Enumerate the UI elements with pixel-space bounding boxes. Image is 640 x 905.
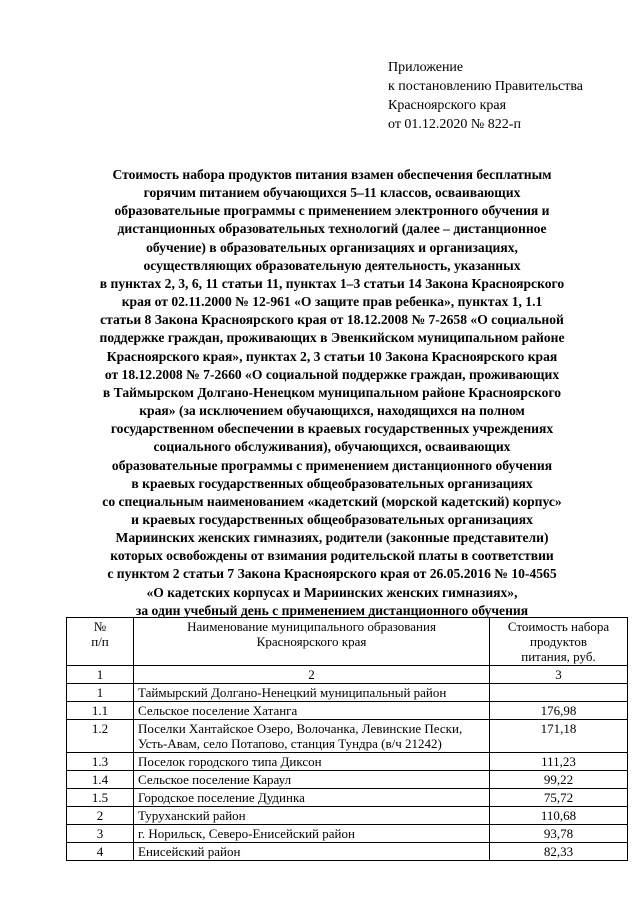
- column-number: 1: [67, 666, 134, 684]
- title-line: в краевых государственных общеобразовательных организациях: [131, 475, 533, 491]
- header-name-line: Наименование муниципального образования: [187, 619, 436, 634]
- table-row: [67, 825, 628, 843]
- row-name-line: г. Норильск, Северо-Енисейский район: [138, 826, 355, 841]
- title-line: Стоимость набора продуктов питания взамен обеспечения бесплатным: [112, 167, 552, 182]
- row-cost: 93,78: [490, 825, 628, 843]
- row-number: 1.5: [67, 789, 134, 807]
- row-cost: 111,23: [490, 753, 628, 771]
- row-name-line: Усть-Авам, село Потапово, станция Тундра (в/ч 21242): [138, 736, 442, 751]
- appendix-line: к постановлению Правительства: [388, 79, 584, 94]
- column-number: 2: [134, 666, 490, 684]
- title-line: и краевых государственных общеобразовательных организациях: [131, 511, 533, 527]
- title-line: в Таймырском Долгано-Ненецком муниципальном районе Красноярского: [102, 384, 562, 400]
- table-body: [67, 684, 628, 861]
- title-line: от 18.12.2008 № 7-2660 «О социальной поддержке граждан, проживающих: [104, 366, 560, 382]
- title-line: Мариинских женских гимназиях, родители (законные представители): [115, 530, 549, 546]
- title-line: края от 02.11.2000 № 12-961 «О защите прав ребенка», пунктах 1, 1.1: [121, 294, 543, 310]
- row-cost: 82,33: [490, 843, 628, 861]
- row-number: 1.3: [67, 753, 134, 771]
- title-line: образовательные программы с применением дистанционного обучения: [111, 457, 553, 473]
- row-name-line: Поселки Хантайское Озеро, Волочанка, Левинские Пески,: [138, 721, 463, 736]
- row-name-line: Енисейский район: [138, 844, 241, 859]
- row-name-line: Туруханский район: [138, 808, 246, 823]
- appendix-line: Красноярского края: [388, 98, 507, 113]
- table-row: [67, 684, 628, 702]
- header-num-line: №: [93, 619, 107, 634]
- title-line: с пунктом 2 статьи 7 Закона Красноярского края от 26.05.2016 № 10-4565: [107, 566, 557, 582]
- title-line: края» (за исключением обучающихся, находящихся на полном: [139, 403, 525, 419]
- row-cost: 176,98: [490, 702, 628, 720]
- row-name-line: Сельское поселение Хатанга: [138, 703, 298, 718]
- row-number: 2: [67, 807, 134, 825]
- row-cost: 171,18: [490, 720, 628, 753]
- row-cost: 110,68: [490, 807, 628, 825]
- header-cost-line: продуктов: [530, 634, 587, 649]
- title-line: Красноярского края», пунктах 2, 3 статьи 10 Закона Красноярского края: [106, 348, 558, 364]
- header-name-line: Красноярского края: [256, 634, 367, 649]
- appendix-block: [388, 58, 583, 134]
- row-name: [134, 807, 490, 825]
- title-line: статьи 8 Закона Красноярского края от 18.12.2008 № 7-2658 «О социальной: [100, 312, 564, 328]
- title-line: поддержке граждан, проживающих в Эвенкийском муниципальном районе: [99, 330, 565, 346]
- table-row: [67, 789, 628, 807]
- row-number: 1.1: [67, 702, 134, 720]
- title-line: социального обслуживания), обучающихся, осваивающих: [153, 439, 511, 455]
- row-number: 3: [67, 825, 134, 843]
- row-cost: 75,72: [490, 789, 628, 807]
- title-line: обучение) в образовательных организациях и организациях,: [146, 239, 518, 255]
- title-line: горячим питанием обучающихся 5–11 классов, осваивающих: [143, 185, 521, 201]
- title-line: со специальным наименованием «кадетский (морской кадетский) корпус»: [102, 493, 562, 509]
- table-row: [67, 753, 628, 771]
- title-line: за один учебный день с применением дистанционного обучения: [135, 602, 529, 618]
- row-number: 4: [67, 843, 134, 861]
- title-line: образовательные программы с применением электронного обучения и: [114, 203, 550, 219]
- table-header-row: [67, 618, 628, 666]
- row-name-line: Поселок городского типа Диксон: [138, 754, 322, 769]
- row-name: [134, 825, 490, 843]
- row-name-line: Сельское поселение Караул: [138, 772, 292, 787]
- row-name-line: Таймырский Долгано-Ненецкий муниципальный район: [138, 685, 447, 700]
- title-line: «О кадетских корпусах и Мариинских женских гимназиях»,: [146, 584, 518, 600]
- header-cost-line: Стоимость набора: [507, 619, 610, 634]
- title-line: в пунктах 2, 3, 6, 11 статьи 11, пунктах 1–3 статьи 14 Закона Красноярского: [99, 275, 565, 291]
- row-name: [134, 684, 490, 702]
- header-cost: [490, 618, 628, 666]
- row-name: [134, 702, 490, 720]
- table-row: [67, 720, 628, 753]
- header-num: [67, 618, 134, 666]
- row-name: [134, 753, 490, 771]
- table-row: [67, 702, 628, 720]
- row-number: 1.2: [67, 720, 134, 753]
- table-row: [67, 771, 628, 789]
- row-name: [134, 771, 490, 789]
- row-name-line: Городское поселение Дудинка: [138, 790, 305, 805]
- table-row: [67, 807, 628, 825]
- row-cost: 99,22: [490, 771, 628, 789]
- column-number: 3: [490, 666, 628, 684]
- appendix-line: Приложение: [388, 60, 464, 75]
- cost-table: [66, 617, 628, 861]
- header-cost-line: питания, руб.: [521, 649, 596, 664]
- title-line: государственном обеспечении в краевых государственных учреждениях: [110, 421, 554, 437]
- title-line: которых освобождены от взимания родительской платы в соответствии: [110, 548, 554, 564]
- row-number: 1.4: [67, 771, 134, 789]
- row-number: 1: [67, 684, 134, 702]
- row-name: [134, 843, 490, 861]
- row-cost: [490, 684, 628, 702]
- column-number-row: [67, 666, 628, 684]
- header-name: [134, 618, 490, 666]
- table-row: [67, 843, 628, 861]
- row-name: [134, 789, 490, 807]
- header-num-line: п/п: [91, 634, 109, 649]
- row-name: [134, 720, 490, 753]
- title-line: осуществляющих образовательную деятельность, указанных: [143, 257, 521, 273]
- title-line: дистанционных образовательных технологий (далее – дистанционное: [117, 221, 547, 237]
- appendix-line: от 01.12.2020 № 822-п: [388, 117, 521, 132]
- document-title: [60, 166, 604, 620]
